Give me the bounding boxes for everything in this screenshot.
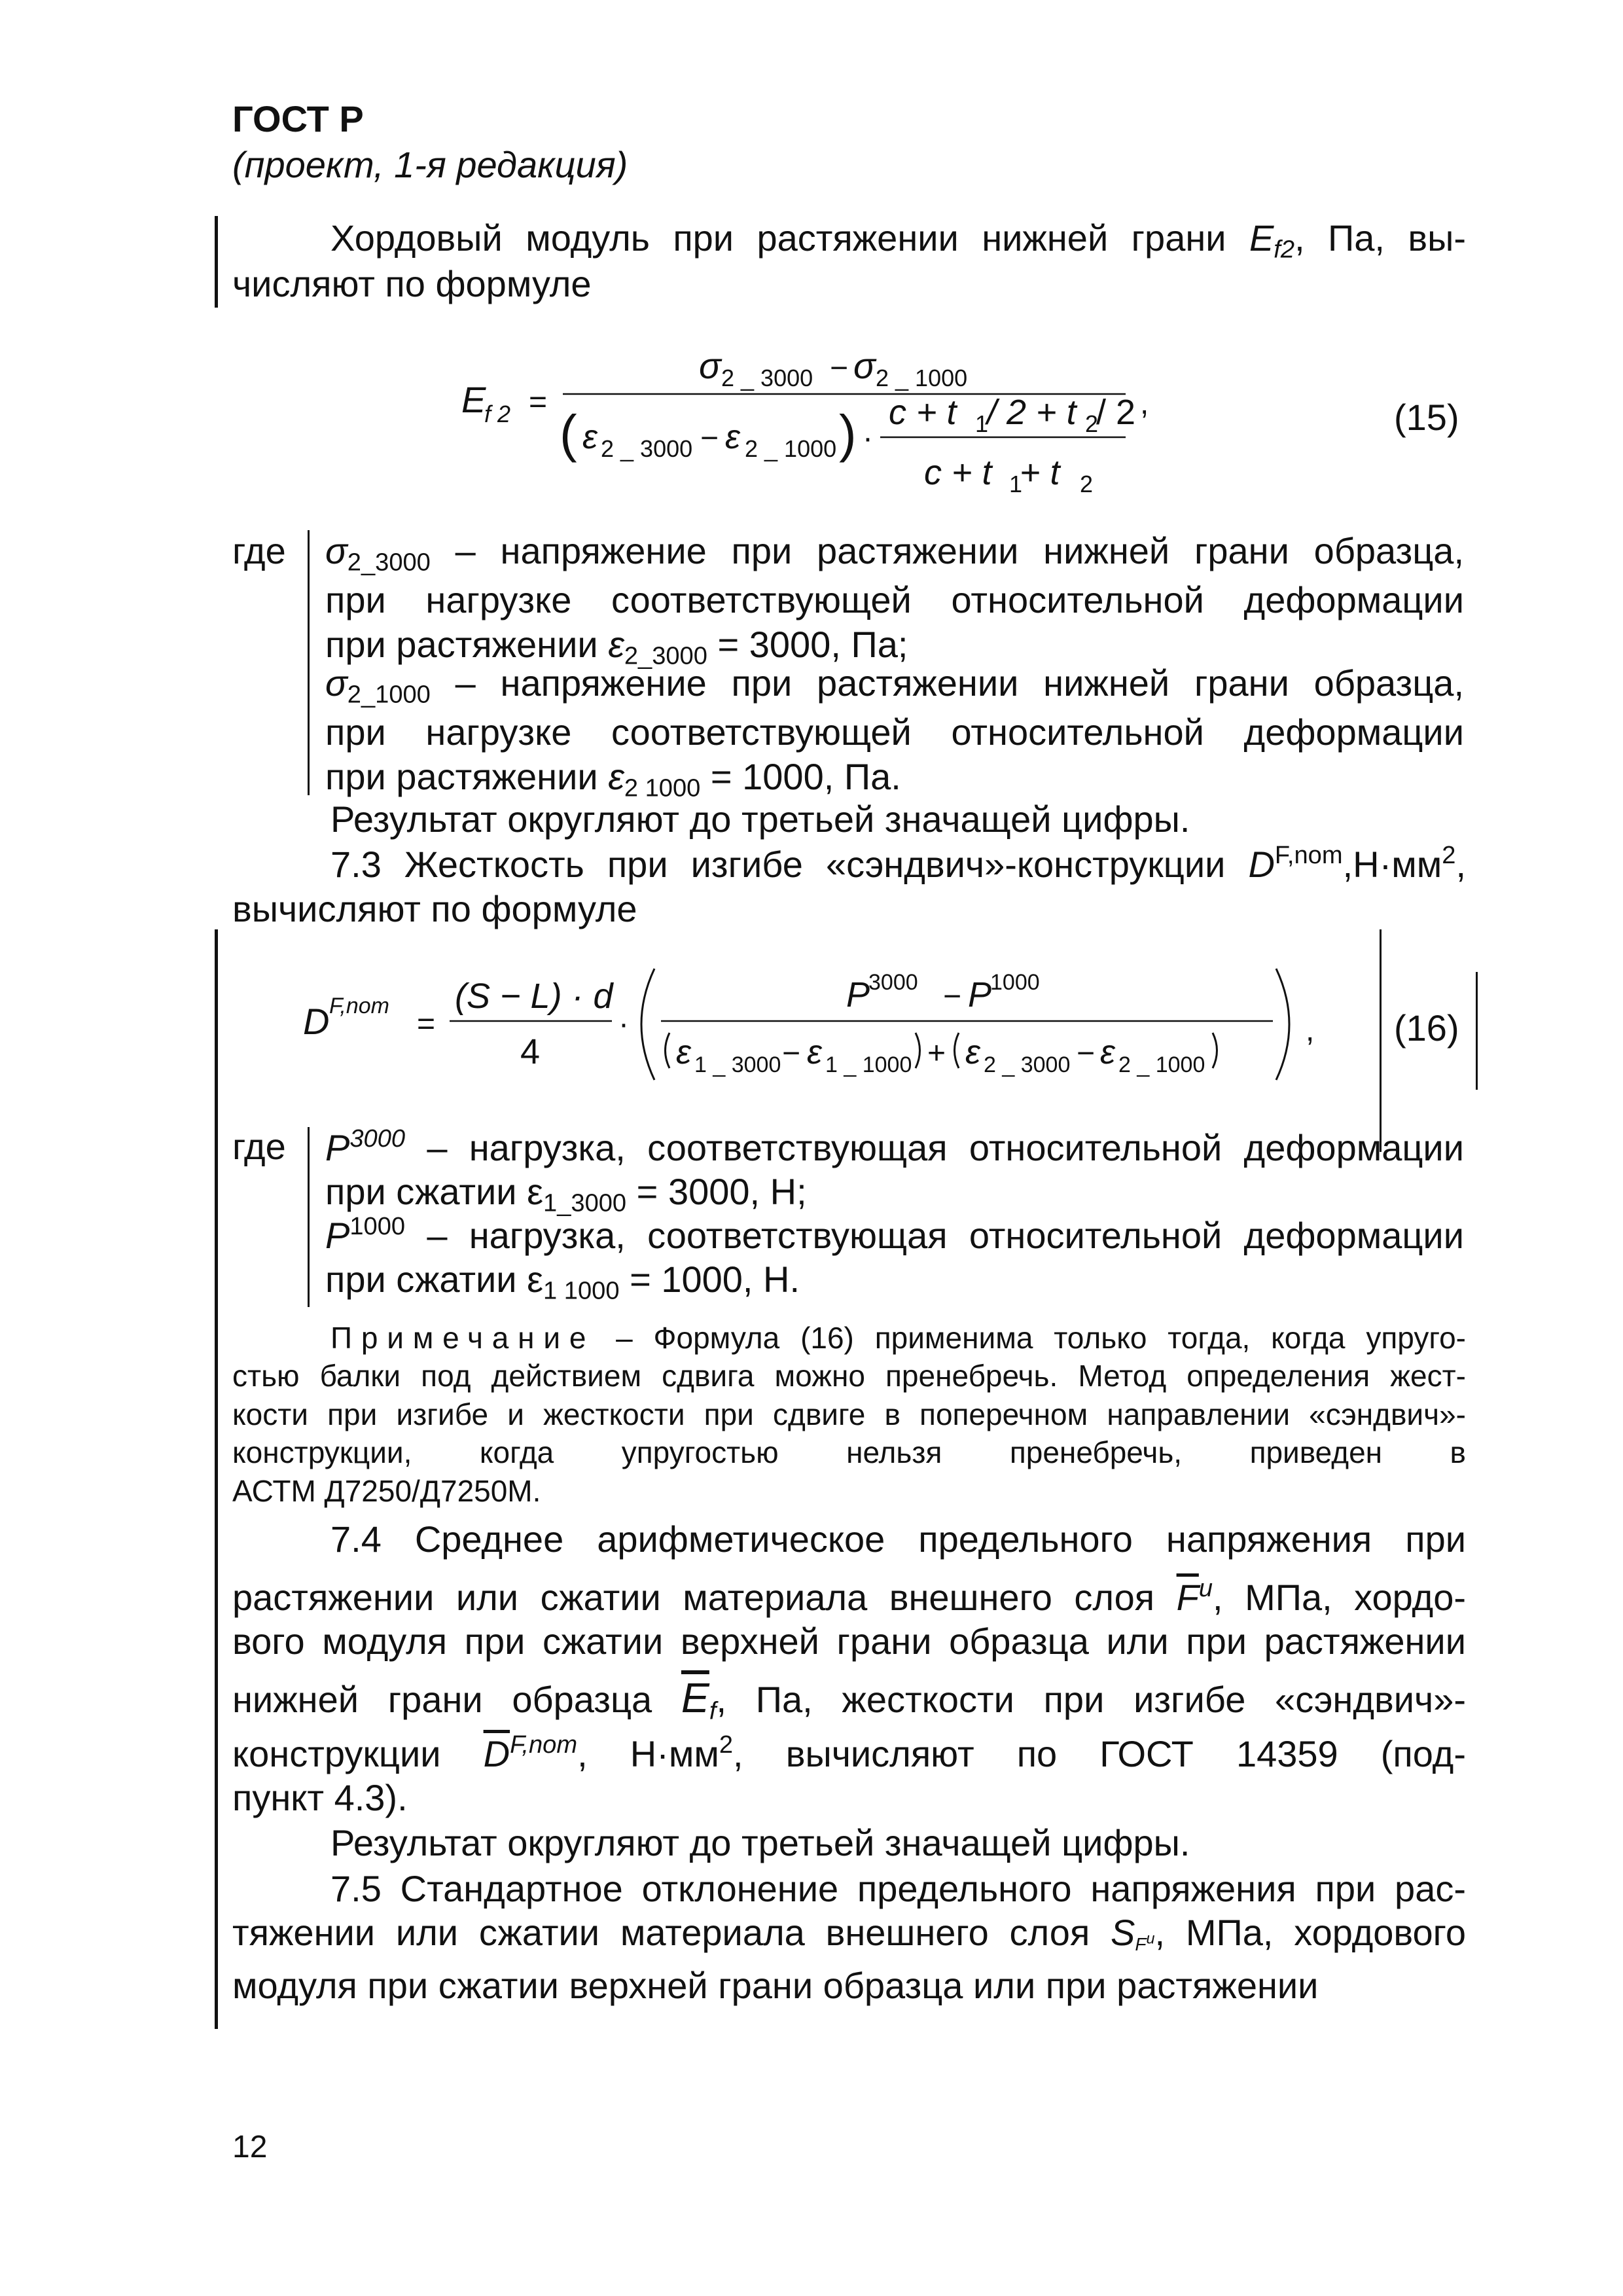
where-bracket-1 (308, 530, 310, 795)
note-block: Примечание – Формула (16) применима только тогда, когда упруго- стью балки под действием сдвига можно пренебречь. Метод определения жест- кости при изгибе и жесткости при сдвиге в поперечном направлении «сэндвич»- конструкции, когда упругостью нельзя пренебречь, приведен в АСТМ Д7250/Д7250М. (232, 1321, 1466, 1508)
document-code: ГОСТ Р (232, 98, 364, 139)
f16-den-eps4: ε (1100, 1033, 1115, 1071)
f16-comma: , (1306, 1013, 1315, 1048)
where-bracket-2 (308, 1127, 310, 1307)
revision-bar (215, 929, 218, 2029)
f15-den-eps2: ε (725, 418, 740, 456)
f15-lhs-E: E (461, 379, 486, 420)
f15-den-eps2-sub: 2 _ 1000 (745, 435, 837, 462)
f15-den-dot: · (863, 421, 873, 456)
where-label-2: где (232, 1126, 286, 1167)
where1-item1: $\sigma_{2\_3000}$ – напряжение при растяжении нижней грани образца, при нагрузке соответствующей относительной деформации при растяжении $\varepsilon_{2\_3000} = 3000$, Па; (325, 530, 1464, 670)
f15-frac2-den-sub2: 2 (1080, 471, 1094, 497)
formula-16-number: (16) (1394, 1007, 1459, 1049)
formula-15 (452, 340, 1302, 511)
where1-item2: $\sigma_{2\_1000}$ – напряжение при растяжении нижней грани образца, при нагрузке соответствующей относительной деформации при растяжении $\varepsilon_{2 1000} = 1000$, Па. (325, 662, 1464, 802)
paragraph-7-5: 7.5 Стандартное отклонение предельного напряжения при рас- тяжении или сжатии материала внешнего слоя $S_{F^u}$, МПа, хордового модуля при сжатии верхней грани образца или при растяжении (232, 1868, 1466, 2006)
f15-comma: , (1140, 386, 1149, 421)
f16-dot: · (618, 1007, 629, 1041)
f16-den-plus: + (927, 1036, 946, 1071)
f16-den-eps1-sub: 1 _ 3000 (694, 1052, 781, 1077)
f16-den-eps4-sub: 2 _ 1000 (1118, 1052, 1205, 1077)
f15-frac2-den-sub1: 1 (1009, 471, 1023, 497)
f16-num-P2: P (968, 975, 992, 1014)
f15-den-rp: ) (839, 404, 857, 463)
f15-frac2-num-sub1: 1 (975, 410, 989, 437)
f15-frac2-num-mid: / 2 + t (987, 393, 1077, 432)
paragraph-7-3-cont: вычисляют по формуле (232, 888, 637, 929)
note-label: Примечание (330, 1321, 596, 1355)
formula-15-number: (15) (1394, 397, 1459, 438)
f15-frac2-num-sub2: 2 (1085, 410, 1099, 437)
f15-num-minus: − (830, 351, 849, 386)
f15-den-eps1: ε (582, 418, 597, 456)
f15-frac2-num-end: / 2 (1096, 393, 1136, 432)
where2-item2: $P^{1000}$ – нагрузка, соответствующая относительной деформации при сжатии $\varepsilon_{1 1000} = 1000$, Н. (325, 1213, 1464, 1305)
f15-num-sub1: 2 _ 3000 (721, 365, 813, 391)
f16-den-eps1: ε (676, 1033, 691, 1071)
page-number: 12 (232, 2130, 268, 2164)
f16-den-eps3: ε (965, 1033, 980, 1071)
f16-lhs-sup: F,nom (329, 994, 389, 1018)
revision-bar (1380, 929, 1382, 1152)
f16-eq: = (417, 1007, 436, 1041)
f15-lhs-sub: f 2 (484, 401, 511, 427)
f16-frac1-num: (S − L) · d (455, 977, 613, 1016)
f15-den-minus: − (700, 421, 719, 456)
f15-den-eps1-sub: 2 _ 3000 (601, 435, 693, 462)
f16-lhs-D: D (303, 1001, 330, 1042)
paragraph-chord-modulus: Хордовый модуль при растяжении нижней грани $E_{f2}$, Па, вы- (330, 217, 1467, 264)
f16-den-eps2-sub: 1 _ 1000 (825, 1052, 912, 1077)
f15-num-sigma2: σ (853, 345, 876, 386)
f15-frac2-den: c + t (924, 453, 992, 492)
f16-den-minus-1: − (782, 1036, 801, 1071)
f16-num-P1: P (846, 975, 870, 1014)
revision-bar (1476, 972, 1478, 1090)
paragraph-chord-modulus-cont: числяют по формуле (232, 263, 592, 304)
f16-num-P1-sup: 3000 (868, 970, 918, 995)
paragraph-7-3: 7.3 Жесткость при изгибе «сэндвич»-конструкции $D^{F,nom},Н\cdot мм^2$, (330, 842, 1466, 885)
rounding-note-2: Результат округляют до третьей значащей цифры. (330, 1822, 1190, 1863)
f15-frac2-den-plus: + t (1020, 453, 1060, 492)
where-label-1: где (232, 530, 286, 571)
paragraph-7-4: 7.4 Среднее арифметическое предельного напряжения при растяжении или сжатии материала внешнего слоя $\overline{F}^u$, МПа, хордо- вого модуля при сжатии верхней грани образца или при растяжении нижней грани образца $\overline{E}_f$, Па, жесткости при изгибе «сэндвич»- конструкции $\overline{D}^{F,nom}$, $Н\cdot мм^2$, вычисляют по ГОСТ 14359 (под- пункт 4.3). (232, 1518, 1467, 1818)
f16-num-minus: − (943, 979, 962, 1014)
f16-num-P2-sup: 1000 (990, 970, 1040, 995)
revision-bar (215, 216, 218, 308)
f16-den-minus-2: − (1077, 1036, 1096, 1071)
formula-16 (298, 956, 1319, 1100)
document-edition: (проект, 1-я редакция) (232, 144, 628, 185)
where2-item1: $P^{3000}$ – нагрузка, соответствующая относительной деформации при сжатии $\varepsilon_{1\_3000} = 3000$, Н; (325, 1125, 1464, 1217)
f15-eq: = (529, 385, 548, 420)
f16-den-eps2: ε (807, 1033, 822, 1071)
rounding-note-1: Результат округляют до третьей значащей цифры. (330, 798, 1190, 840)
f16-den-eps3-sub: 2 _ 3000 (984, 1052, 1071, 1077)
f15-den-lp: ( (560, 404, 577, 463)
f15-num-sigma1: σ (699, 345, 721, 386)
f15-frac2-num-c: c + t (889, 393, 957, 432)
f16-frac1-den: 4 (520, 1032, 541, 1071)
f15-num-sub2: 2 _ 1000 (876, 365, 968, 391)
